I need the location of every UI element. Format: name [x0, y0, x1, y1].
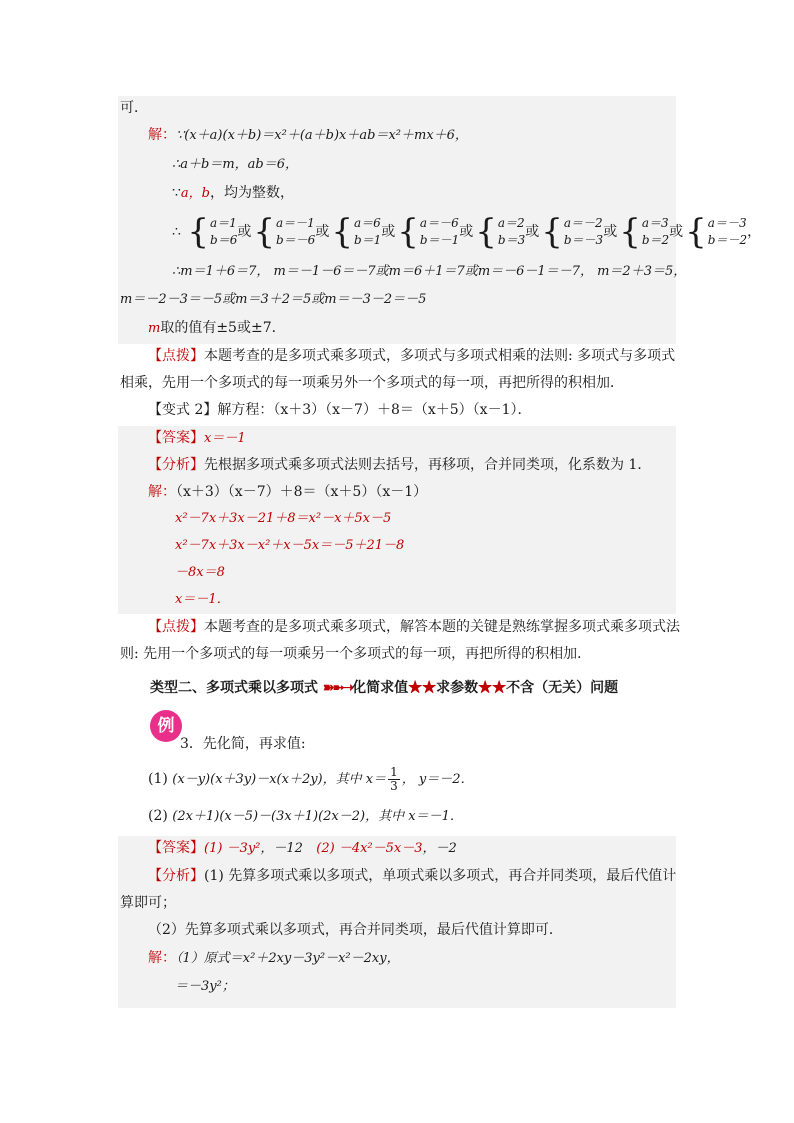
arrows-icon: ➽➼➝ [322, 680, 353, 696]
fraction-denominator: 3 [390, 778, 398, 793]
solution2-line2: x²－7x＋3x－x²＋x－5x＝－5＋21－8 [175, 538, 405, 553]
system-eq-a: a＝3 [641, 216, 669, 230]
solution1-line2: ∴a＋b＝m，ab＝6， [172, 157, 299, 172]
solution2-line1: x²－7x＋3x－21＋8＝x²－x＋5x－5 [175, 511, 392, 526]
or-separator: 或 [237, 224, 252, 240]
brace-icon: { [685, 212, 707, 252]
fraction-numerator: 1 [390, 764, 398, 779]
system-eq-a: a＝－1 [275, 216, 315, 230]
dianbo1-line1 [148, 346, 675, 366]
m-values-line2: m＝－2－3＝－5或m＝3＋2＝5或m＝－3－2＝－5 [120, 292, 427, 307]
q1-expression: (x－y)(x＋3y)－x(x＋2y) [172, 772, 323, 787]
dianbo1-text: 本题考查的是多项式乘多项式，多项式与多项式相乘的法则: 多项式与多项式 [204, 348, 676, 364]
example-badge-icon: 例 [150, 710, 182, 742]
solution2-label: 解： [148, 484, 176, 500]
system-eq-b: b＝2 [641, 233, 670, 247]
system-eq-b: b＝1 [353, 233, 382, 247]
m-conclusion-text: 取的值有±5或±7． [160, 320, 286, 336]
dianbo2-line2: 则: 先用一个多项式的每一项乘另一个多项式的每一项，再把所得的积相加． [120, 646, 592, 662]
answer3-sep2: ，－2 [422, 841, 457, 856]
solution3-line2: ＝－3y²； [175, 979, 235, 994]
analysis3-tag: 【分析】 [148, 868, 204, 884]
or-separator: 或 [459, 224, 474, 240]
q2-expression: (2x＋1)(x－5)－(3x＋1)(2x－2) [172, 809, 366, 824]
analysis2-line [148, 455, 651, 475]
dianbo2-text: 本题考查的是多项式乘多项式，解答本题的关键是熟练掌握多项式乘多项式法 [204, 619, 680, 635]
q1-condition-y: ， y＝－2． [401, 772, 474, 787]
brace-icon: { [397, 212, 419, 252]
answer3-sep1: ，－12 [260, 841, 303, 856]
ab-vars: a，b [180, 186, 210, 201]
equation-system [420, 215, 459, 249]
dianbo2-tag: 【点拨】 [148, 619, 204, 635]
system-eq-b: b＝－3 [563, 233, 604, 247]
system-eq-a: a＝－6 [419, 216, 459, 230]
equation-system [210, 215, 237, 249]
analysis-tag: 【分析】 [148, 457, 204, 473]
analysis3-line3: （2）先算多项式乘以多项式，再合并同类项，最后代值计算即可． [148, 922, 563, 938]
system-eq-a: a＝－3 [707, 216, 747, 230]
analysis3-line2: 算即可； [120, 895, 176, 911]
because-symbol: ∵ [172, 185, 181, 201]
answer2-value: x＝－1 [204, 431, 246, 446]
or-separator: 或 [669, 224, 684, 240]
analysis2-text: 先根据多项式乘多项式法则去括号，再移项，合并同类项，化系数为 1． [204, 457, 652, 473]
q2-condition: ，其中 x＝－1． [365, 809, 463, 824]
stars-icon-2: ★★ [478, 680, 507, 696]
system-eq-b: b＝－6 [275, 233, 316, 247]
answer3-tag: 【答案】 [148, 840, 204, 856]
brace-icon: { [619, 212, 641, 252]
m-conclusion [148, 318, 286, 339]
system-eq-b: b＝6 [210, 233, 238, 247]
stars-icon: ★★ [408, 680, 437, 696]
solution2-line3: －8x＝8 [175, 565, 225, 580]
example-q1 [148, 764, 474, 794]
answer3-part2: (2) －4x²－5x－3 [316, 841, 423, 856]
equation-system [498, 215, 525, 249]
system-eq-a: a＝1 [210, 216, 237, 230]
integer-text: ，均为整数， [210, 185, 294, 201]
continuation-text: 可． [120, 100, 148, 116]
solution1-expr1: ∵(x＋a)(x＋b)＝x²＋(a＋b)x＋ab＝x²＋mx＋6， [176, 128, 468, 143]
q1-number: (1) [148, 771, 168, 787]
dianbo1-line2: 相乘，先用一个多项式的每一项乘另外一个多项式的每一项，再把所得的积相加． [120, 375, 624, 391]
equation-system [276, 215, 315, 249]
brace-icon: { [331, 212, 353, 252]
heading-type: 类型二、多项式乘以多项式 [150, 680, 323, 696]
system-eq-a: a＝－2 [563, 216, 603, 230]
dianbo2-line1 [148, 617, 680, 637]
analysis3-text1: (1) 先算多项式乘以多项式，单项式乘以多项式，再合并同类项，最后代值计 [204, 868, 677, 884]
answer-tag: 【答案】 [148, 430, 204, 446]
or-separator: 或 [525, 224, 540, 240]
q1-condition: ，其中 x＝ [322, 772, 387, 787]
system-eq-b: b＝－1 [419, 233, 460, 247]
bianshi-tag: 【变式 2】 [148, 402, 218, 418]
dianbo-tag: 【点拨】 [148, 348, 204, 364]
equation-system [354, 215, 381, 249]
m-var: m [148, 321, 161, 336]
solution3-line1 [148, 948, 400, 969]
therefore-symbol: ∴ [172, 224, 181, 240]
solution3-label: 解： [148, 950, 176, 966]
heading-part4: 不含（无关）问题 [506, 680, 619, 696]
bianshi2-line [148, 400, 531, 420]
system-eq-b: b＝－2 [707, 233, 748, 247]
solution2-line4: x＝－1． [175, 592, 230, 607]
heading-part3: 求参数 [436, 680, 479, 696]
equation-system [564, 215, 603, 249]
brace-icon: { [187, 212, 210, 252]
section-heading [150, 677, 618, 697]
solution2-expr0: （x＋3）（x－7）＋8＝（x＋5）（x－1） [176, 484, 428, 500]
brace-icon: { [475, 212, 497, 252]
solution1-line3 [172, 183, 294, 204]
answer2-line [148, 428, 246, 449]
m-values-line1: ∴m＝1＋6＝7， m＝－1－6＝－7或m＝6＋1＝7或m＝－6－1＝－7， m＝2＋3＝5， [172, 264, 687, 279]
equation-system [708, 215, 747, 249]
solution-label: 解： [148, 127, 176, 143]
answer3-line [148, 838, 457, 859]
or-separator: 或 [315, 224, 330, 240]
example-intro: 3．先化简，再求值: [180, 736, 306, 752]
system-eq-b: b＝3 [497, 233, 526, 247]
solution3-expr1: （1）原式＝x²＋2xy－3y²－x²－2xy， [176, 951, 400, 966]
systems-end: ， [747, 224, 762, 240]
system-eq-a: a＝6 [353, 216, 381, 230]
solution1-line1 [148, 125, 468, 146]
brace-icon: { [541, 212, 563, 252]
answer3-part1: (1) －3y² [204, 841, 261, 856]
example-q2 [148, 806, 463, 827]
systems-line [172, 212, 761, 252]
q2-number: (2) [148, 808, 168, 824]
brace-icon: { [253, 212, 275, 252]
heading-part2: 化简求值 [352, 680, 409, 696]
solution2-line0 [148, 482, 427, 502]
or-separator: 或 [603, 224, 618, 240]
or-separator: 或 [381, 224, 396, 240]
q1-fraction [388, 766, 400, 793]
system-eq-a: a＝2 [497, 216, 525, 230]
equation-system [642, 215, 669, 249]
bianshi2-text: 解方程：（x＋3）（x－7）＋8＝（x＋5）（x－1）． [217, 402, 532, 418]
analysis3-line1 [148, 866, 676, 886]
